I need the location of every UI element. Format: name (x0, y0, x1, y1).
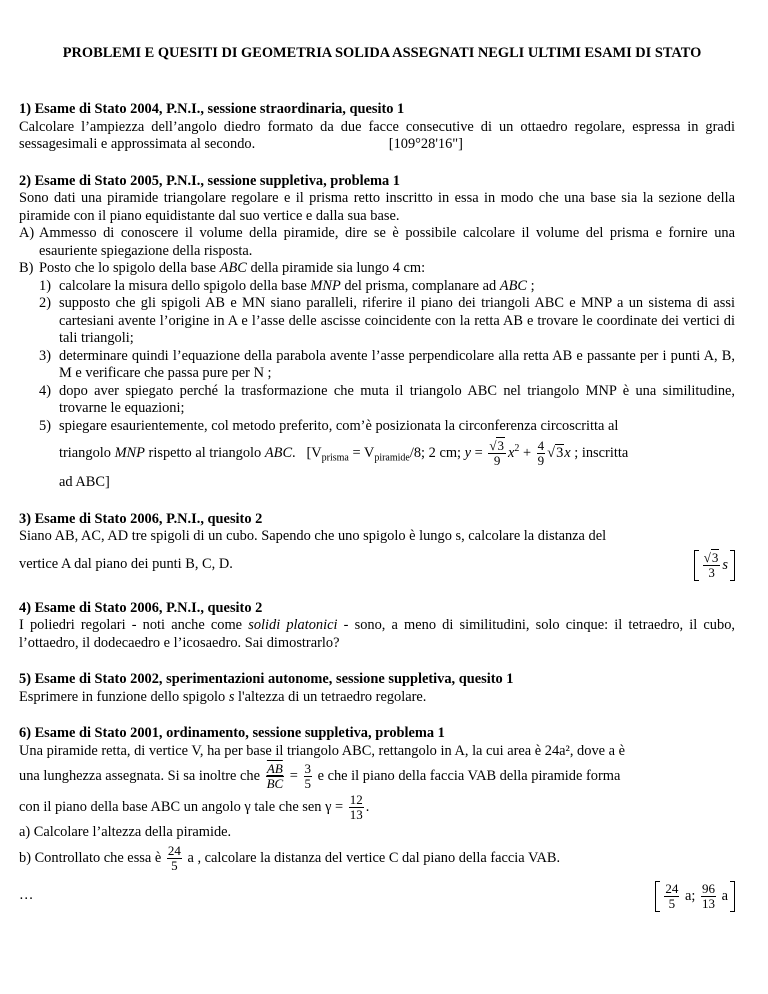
section-4-heading: 4) Esame di Stato 2006, P.N.I., quesito 2 (19, 599, 263, 616)
section-4-pre: I poliedri regolari - noti anche come (19, 617, 249, 633)
section-5-heading: 5) Esame di Stato 2002, sperimentazioni autonome, sessione suppletiva, quesito 1 (19, 671, 514, 687)
section-2-intro: Sono dati una piramide triangolare regolare e il prisma retto inscritto in essa in modo che una base sia la sezione della piramide con il piano equidistante dal suo vertice e dalla sua base. (19, 190, 735, 224)
item-a-text: Ammesso di conoscere il volume della piramide, dire se è possibile calcolare il volume del prisma e fornire una esauriente spiegazione della risposta. (39, 225, 735, 259)
section-6-answer-frac-1 (664, 882, 679, 911)
sub-item-5-text: spiegare esaurientemente, col metodo preferito, com’è posizionata la circonferenza circoscritta al (59, 417, 619, 434)
sub-item-5-after: . (292, 444, 296, 461)
sub-item-1-end: ; (526, 277, 535, 294)
section-6 (19, 725, 735, 912)
section-6-heading: 6) Esame di Stato 2001, ordinamento, sessione suppletiva, problema 1 (19, 725, 445, 741)
section-6-line3-pre: con il piano della base ABC un angolo γ tale che sen γ = (19, 798, 347, 815)
ans-sub-piramide: piramide (374, 452, 410, 464)
ans-frac-2 (537, 439, 546, 468)
ans-frac-1-num: √3 (489, 438, 504, 453)
section-1 (19, 101, 735, 154)
section-2-list (19, 225, 735, 278)
sub-item-5 (19, 418, 735, 492)
item-b-text-pre: Posto che lo spigolo della base (39, 260, 220, 276)
section-6-answer-mid: a; (681, 887, 699, 904)
section-1-text (19, 119, 735, 154)
section-6-answer-den2: 13 (702, 895, 715, 911)
section-6-ratio-value-num: 3 (304, 761, 311, 776)
section-6-line2 (19, 762, 735, 791)
ans-line3: ad ABC] (59, 474, 110, 490)
section-1-answer: [109°28'16"] (388, 136, 463, 152)
sub-item-2-text: supposto che gli spigoli AB e MN siano paralleli, riferire il piano dei triangoli ABC e MNP a un sistema di assi cartesiani avente l’origine in A e l’asse delle ascisse coincidente con la retta AB e trovare le coordinate dei vertici di tali triangoli; (59, 295, 735, 346)
ans-frac-2-num: 4 (537, 438, 545, 453)
section-3-answer-frac (703, 551, 721, 580)
item-b-abc: ABC (219, 260, 247, 276)
section-6-line2-pre: una lunghezza assegnata. Si sa inoltre che (19, 767, 264, 784)
sub-item-2 (19, 295, 735, 348)
sub-item-4-text: dopo aver spiegato perché la trasformazione che muta il triangolo ABC nel triangolo MNP è una similitudine, trovarne le equazioni; (59, 382, 735, 416)
section-6-ratio (266, 762, 285, 791)
sub-item-5-line2: triangolo MNP rispetto al triangolo ABC. [$V_{prisma} = V_{piramide}/8$; 2 cm; y = $\frac{√3}{9}$ $x^2$ + $\frac{4}{9}$ √3x ; inscritta (59, 438, 629, 468)
section-2 (19, 173, 735, 492)
sub-item-3-label: 3) (39, 347, 51, 364)
section-4-text (19, 617, 735, 652)
sub-item-4-label: 4) (39, 382, 51, 399)
section-6-item-b (19, 844, 735, 873)
section-6-ratio-value (304, 762, 313, 791)
sub-item-1-abc: ABC (499, 277, 527, 294)
ans-frac-1 (488, 439, 506, 468)
sub-item-5-mnp: MNP (114, 444, 145, 461)
sub-item-4 (19, 383, 735, 418)
section-3-heading: 3) Esame di Stato 2006, P.N.I., quesito 2 (19, 510, 263, 527)
section-6-sen-num: 12 (349, 792, 363, 807)
ans-frac-1-rad: 3 (497, 438, 504, 453)
section-3-answer (694, 550, 735, 581)
section-4 (19, 600, 735, 653)
section-3-answer-rad: 3 (711, 549, 719, 565)
section-3 (19, 511, 735, 581)
document-page (19, 44, 735, 912)
section-2-heading: 2) Esame di Stato 2005, P.N.I., sessione suppletiva, problema 1 (19, 172, 400, 189)
section-6-answer-end: a (718, 887, 728, 904)
ans-frac-1-den: 9 (493, 453, 501, 468)
section-4-em: solidi platonici (248, 617, 338, 633)
section-2-item-a (19, 225, 735, 260)
sub-item-1-pre: calcolare la misura dello spigolo della base (59, 277, 311, 294)
section-6-answer-num1: 24 (665, 880, 679, 896)
sub-item-2-label: 2) (39, 295, 51, 311)
section-3-answer-num: √3 (703, 549, 719, 565)
section-5-pre: Esprimere in funzione dello spigolo (19, 688, 229, 705)
section-3-text2: vertice A dal piano dei punti B, C, D. (19, 556, 233, 573)
sub-item-5-label: 5) (39, 417, 51, 434)
section-6-item-b-post: a , calcolare la distanza del vertice C dal piano della faccia VAB. (183, 849, 561, 866)
ans-x2: x (507, 444, 515, 461)
section-5-post: l'altezza di un tetraedro regolare. (234, 688, 427, 705)
section-6-line2-post: e che il piano della faccia VAB della piramide forma (314, 767, 621, 784)
section-3-answer-den: 3 (708, 564, 715, 580)
section-6-item-b-num: 24 (167, 842, 181, 858)
section-6-line1: Una piramide retta, di vertice V, ha per base il triangolo ABC, rettangolo in A, la cui area è 24a², dove a è (19, 742, 625, 759)
section-6-answer (655, 881, 735, 912)
section-6-item-b-pre: b) Controllato che essa è (19, 849, 165, 866)
section-6-sen (349, 793, 364, 822)
section-2-item-b (19, 260, 735, 278)
section-3-answer-s: s (722, 556, 728, 573)
sub-item-5-abc: ABC (264, 444, 293, 461)
section-6-answer-frac-2 (701, 882, 716, 911)
section-6-ellipsis: … (19, 887, 34, 904)
sub-item-1-mid: del prisma, complanare ad (340, 277, 500, 294)
ans-x: x (564, 444, 571, 461)
sub-item-1-mnp: MNP (310, 277, 341, 294)
section-6-ratio-den: BC (266, 776, 284, 791)
ans-equals: = (471, 444, 487, 461)
section-6-ratio-num: $\overline{AB}$ (266, 761, 283, 776)
section-1-heading: 1) Esame di Stato 2004, P.N.I., sessione straordinaria, quesito 1 (19, 101, 405, 117)
section-5 (19, 671, 735, 706)
section-6-item-a: a) Calcolare l’altezza della piramide. (19, 824, 232, 840)
ans-sqrt3b: 3 (556, 444, 564, 461)
section-6-item-b-den: 5 (171, 857, 178, 873)
section-6-item-b-frac (167, 844, 182, 873)
section-6-answer-row (19, 881, 735, 912)
ans-y: y (464, 444, 472, 461)
section-5-text (19, 689, 735, 707)
ans-x2-exp: 2 (514, 443, 520, 455)
section-3-line2 (19, 550, 735, 581)
item-a-label: A) (19, 225, 35, 241)
section-6-ratio-value-den: 5 (304, 776, 311, 791)
item-b-text-post: della piramide sia lungo 4 cm: (246, 260, 426, 276)
ans-open: [V (306, 444, 322, 461)
section-2-sublist (19, 278, 735, 492)
section-6-sen-den: 13 (349, 807, 363, 822)
sub-item-1-label: 1) (39, 277, 51, 294)
section-6-ratio-eq: = (286, 767, 302, 784)
ans-sub-prisma: prisma (321, 452, 349, 464)
sub-item-5-pre: triangolo (59, 444, 115, 461)
section-6-answer-num2: 96 (702, 880, 715, 896)
ans-frac-2-den: 9 (537, 453, 545, 468)
section-6-line3-end: . (365, 798, 370, 815)
section-5-s: s (228, 688, 235, 705)
section-6-answer-den1: 5 (668, 895, 676, 911)
section-3-line1: Siano AB, AC, AD tre spigoli di un cubo. Sapendo che uno spigolo è lungo s, calcolare la distanza del (19, 528, 607, 544)
section-1-body: Calcolare l’ampiezza dell’angolo diedro formato da due facce consecutive di un ottaedro regolare, espressa in gradi sessagesimali e approssimata al secondo. (19, 118, 735, 152)
page-title: PROBLEMI E QUESITI DI GEOMETRIA SOLIDA ASSEGNATI NEGLI ULTIMI ESAMI DI STATO (62, 45, 702, 61)
ans-inscritta: ; inscritta (570, 444, 629, 461)
ans-rest: /8; 2 cm; (409, 444, 465, 461)
sub-item-1 (19, 278, 735, 296)
item-b-label: B) (19, 260, 34, 276)
section-4-post: - sono, a meno di similitudini, solo cinque: il tetraedro, il cubo, l’ottaedro, il dodecaedro e l’icosaedro. Sai dimostrarlo? (19, 617, 735, 651)
sub-item-5-mid: rispetto al triangolo (144, 444, 265, 461)
section-6-line3 (19, 793, 735, 822)
ans-plus: + (519, 444, 535, 461)
ans-eq: = V (348, 444, 375, 461)
sub-item-3-text: determinare quindi l’equazione della parabola avente l’asse perpendicolare alla retta AB e passante per i punti A, B, M e verificare che passa pure per N ; (59, 347, 735, 381)
sub-item-3 (19, 348, 735, 383)
